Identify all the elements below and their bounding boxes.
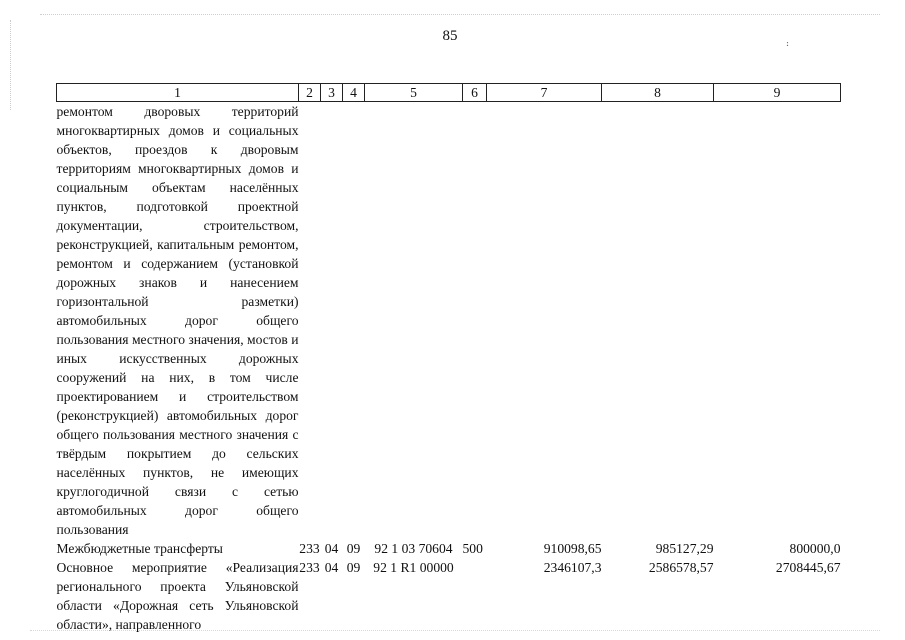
column-header-1: 1	[57, 84, 299, 102]
column-header-6: 6	[463, 84, 487, 102]
column-header-2: 2	[299, 84, 321, 102]
row-amount-year-3: 2708445,67	[775, 560, 841, 575]
page-number: 85	[442, 28, 458, 44]
row-amount-year-3: 800000,0	[789, 541, 841, 556]
column-header-9: 9	[714, 84, 841, 102]
row-code-target-article: 92 1 R1 00000	[373, 560, 454, 575]
table-row-continuation	[57, 102, 841, 540]
row-name: Межбюджетные трансферты	[56, 541, 223, 556]
budget-table	[56, 83, 841, 634]
row-amount-year-1: 910098,65	[543, 541, 602, 556]
margin-mark: ꞉	[786, 38, 790, 50]
column-header-8: 8	[602, 84, 714, 102]
row-code-section: 04	[324, 541, 339, 556]
row-code-target-article: 92 1 03 70604	[374, 541, 453, 556]
column-header-3: 3	[321, 84, 343, 102]
column-number-header-row	[57, 84, 841, 102]
column-header-4: 4	[343, 84, 365, 102]
row-amount-year-1: 2346107,3	[543, 560, 602, 575]
table-row	[57, 558, 841, 634]
row-code-section: 04	[324, 560, 339, 575]
row-name: Основное мероприятие «Реализация регионального проекта Ульяновской области «Дорожная сеть Ульяновской области», направленного	[56, 560, 299, 632]
column-header-7: 7	[487, 84, 602, 102]
scan-artifact-top	[40, 14, 880, 15]
row-code-ministry: 233	[299, 560, 320, 575]
row-amount-year-2: 2586578,57	[648, 560, 714, 575]
row-code-subsection: 09	[346, 541, 361, 556]
column-header-5: 5	[365, 84, 463, 102]
row-code-expense-type	[463, 558, 487, 634]
row-code-expense-type: 500	[462, 541, 483, 556]
row-code-ministry: 233	[299, 541, 320, 556]
table-row	[57, 539, 841, 558]
row-amount-year-2: 985127,29	[655, 541, 714, 556]
row-code-subsection: 09	[346, 560, 361, 575]
continuation-description: ремонтом дворовых территорий многоквартирных домов и социальных объектов, проездов к дворовым территориям многоквартирных домов и социальным объектам населённых пунктов, подготовкой проектной документации, строительством, реконструкцией, капитальным ремонтом, ремонтом и содержанием (установкой дорожных знаков и нанесением горизонтальной разметки) автомобильных дорог общего пользования местного значения, мостов и иных искусственных дорожных сооружений на них, в том числе проектированием и строительством (реконструкцией) автомобильных дорог общего пользования местного значения с твёрдым покрытием до сельских населённых пунктов, не имеющих круглогодичной связи с сетью автомобильных дорог общего пользования	[56, 104, 299, 537]
scan-artifact-left	[10, 20, 11, 110]
